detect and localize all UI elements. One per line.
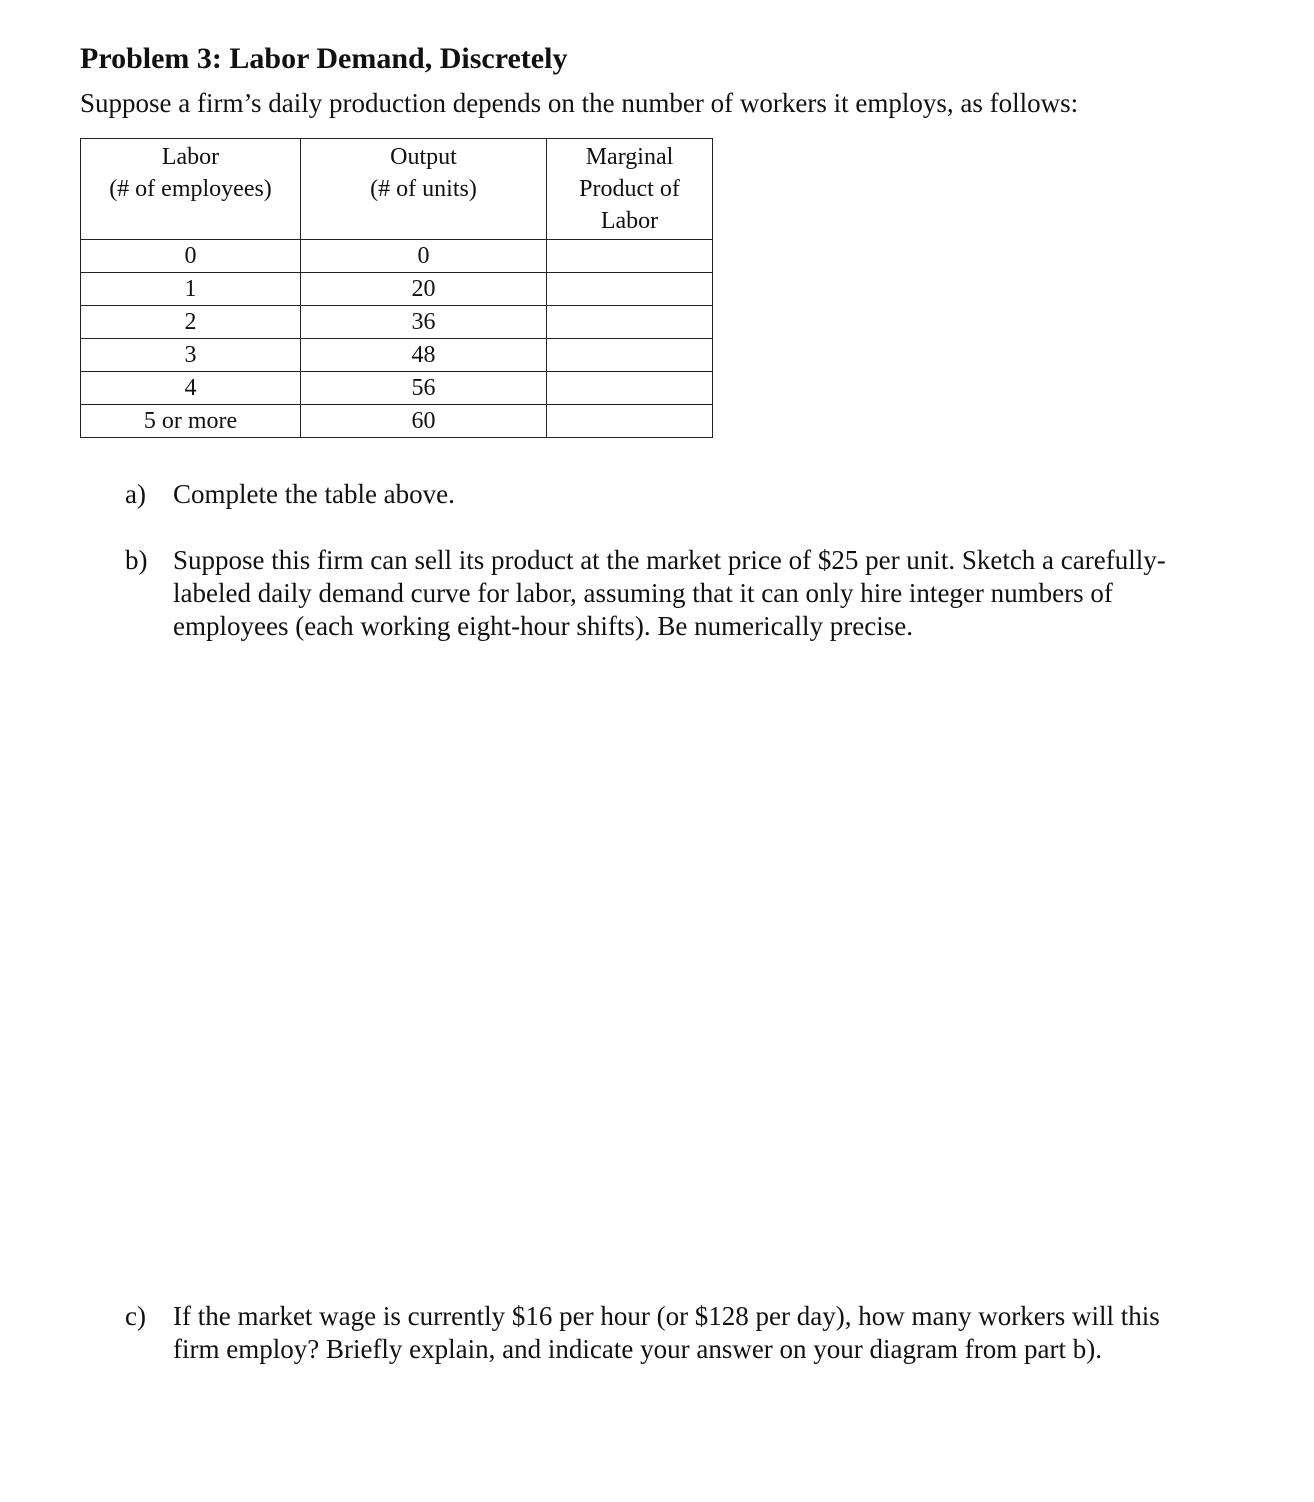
header-labor-line1: Labor: [161, 144, 220, 170]
table-row: [81, 240, 713, 273]
cell-mpl[interactable]: [547, 273, 713, 306]
header-output-line1: Output: [390, 144, 457, 170]
cell-labor: 1: [81, 273, 301, 306]
header-output-line2: (# of units): [370, 176, 477, 202]
question-c-text: If the market wage is currently $16 per hour (or $128 per day), how many workers will this firm employ? Briefly explain, and indicate your answer on your diagram from part b).: [173, 1301, 1160, 1364]
cell-labor: 3: [81, 339, 301, 372]
cell-mpl[interactable]: [547, 240, 713, 273]
header-output: [301, 139, 547, 240]
cell-output: 48: [301, 339, 547, 372]
cell-mpl[interactable]: [547, 339, 713, 372]
cell-output: 56: [301, 372, 547, 405]
table-row: [81, 372, 713, 405]
cell-mpl[interactable]: [547, 372, 713, 405]
cell-labor: 4: [81, 372, 301, 405]
question-b: [125, 544, 1205, 643]
cell-mpl[interactable]: [547, 405, 713, 438]
header-labor: [81, 139, 301, 240]
table-row: [81, 273, 713, 306]
table-row: [81, 405, 713, 438]
cell-labor: 5 or more: [81, 405, 301, 438]
table-row: [81, 306, 713, 339]
question-b-label: b): [125, 545, 148, 575]
header-mpl-line3: Labor: [600, 208, 659, 234]
cell-labor: 0: [81, 240, 301, 273]
cell-output: 20: [301, 273, 547, 306]
table-row: [81, 339, 713, 372]
table-header-row: [81, 139, 713, 240]
cell-mpl[interactable]: [547, 306, 713, 339]
question-a-label: a): [125, 479, 146, 509]
cell-output: 36: [301, 306, 547, 339]
labor-output-table: [80, 138, 713, 438]
cell-output: 0: [301, 240, 547, 273]
question-a-text: Complete the table above.: [173, 479, 455, 509]
header-mpl: [547, 139, 713, 240]
problem-title: Problem 3: Labor Demand, Discretely: [80, 42, 568, 75]
question-b-text: Suppose this firm can sell its product at the market price of $25 per unit. Sketch a carefully-labeled daily demand curve for labor, assuming that it can only hire integer numbers of employees (each working eight-hour shifts). Be numerically precise.: [173, 545, 1166, 641]
question-c-label: c): [125, 1301, 146, 1331]
header-mpl-line2: Product of: [579, 176, 680, 202]
cell-output: 60: [301, 405, 547, 438]
header-labor-line2: (# of employees): [109, 176, 272, 202]
question-a: [125, 478, 1205, 511]
header-mpl-line1: Marginal: [585, 144, 674, 170]
question-c: [125, 1300, 1205, 1366]
problem-intro: Suppose a firm’s daily production depends on the number of workers it employs, as follows:: [80, 88, 1079, 118]
cell-labor: 2: [81, 306, 301, 339]
